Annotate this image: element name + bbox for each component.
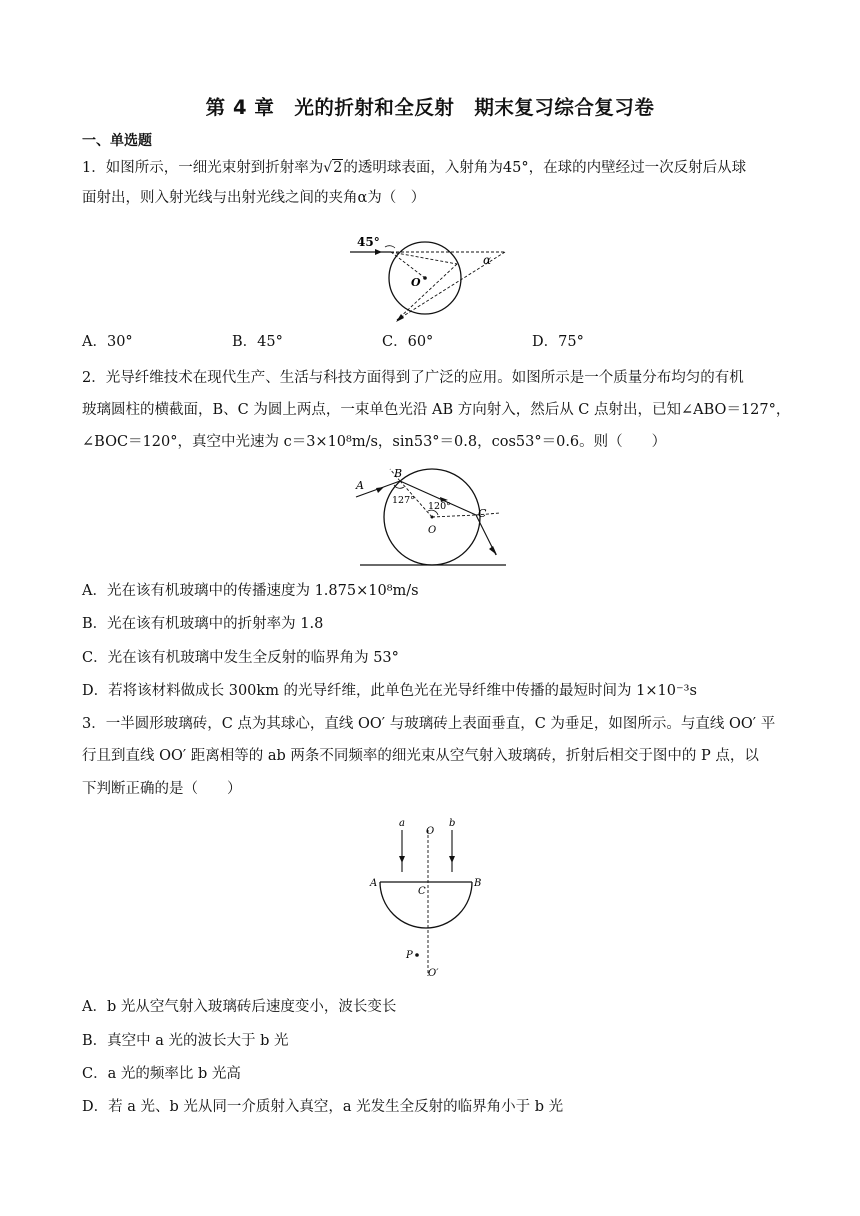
q3-stem-line1: 3．一半圆形玻璃砖，C 点为其球心，直线 OO′ 与玻璃砖上表面垂直，C 为垂足，如图所示。与直线 OO′ 平 — [82, 716, 776, 732]
q3-label-b-ray: b — [449, 818, 456, 829]
q3-option-c[interactable]: C．a 光的频率比 b 光高 — [82, 1066, 241, 1082]
q3-label-o-top: O — [426, 826, 435, 837]
q1-reflected-ray — [397, 264, 457, 320]
section-heading: 一、单选题 — [82, 133, 152, 149]
q3-point-p — [415, 953, 419, 957]
q3-label-p: P — [406, 950, 413, 961]
sqrt-symbol: √ — [323, 160, 333, 176]
q1-stem-part-a: 1．如图所示，一细光束射到折射率为 — [82, 160, 324, 176]
q1-refracted-ray — [391, 252, 457, 264]
q1-option-a[interactable]: A．30° — [82, 334, 133, 350]
q2-option-c[interactable]: C．光在该有机玻璃中发生全反射的临界角为 53° — [82, 650, 399, 666]
q3-stem-line2: 行且到直线 OO′ 距离相等的 ab 两条不同频率的细光束从空气射入玻璃砖，折射后相交于图中的 P 点，以 — [82, 748, 759, 764]
q2-stem-line1: 2．光导纤维技术在现代生产、生活与科技方面得到了广泛的应用。如图所示是一个质量分布均匀的有机 — [82, 370, 744, 386]
q2-label-b: B — [394, 467, 403, 480]
q1-stem-part-b: 的透明球表面，入射角为45°，在球的内壁经过一次反射后从球 — [343, 160, 747, 176]
q1-center-dot — [423, 276, 427, 280]
q3-ray-a-arrow — [399, 856, 405, 863]
q3-figure — [366, 816, 496, 981]
q2-option-a[interactable]: A．光在该有机玻璃中的传播速度为 1.875×10⁸m/s — [82, 583, 419, 599]
q3-option-d[interactable]: D．若 a 光、b 光从同一介质射入真空，a 光发生全反射的临界角小于 b 光 — [82, 1099, 564, 1115]
q2-stem-line2: 玻璃圆柱的横截面，B、C 为圆上两点，一束单色光沿 AB 方向射入，然后从 C 点射出，已知∠ABO＝127°， — [82, 402, 791, 418]
q1-center-label: O — [411, 276, 421, 289]
sqrt-value: 2 — [333, 160, 343, 176]
q1-stem-line2: 面射出，则入射光线与出射光线之间的夹角α为（ ） — [82, 190, 426, 206]
q2-label-a: A — [356, 479, 364, 492]
q1-angle-arc — [385, 246, 395, 248]
q3-label-a-corner: A — [370, 878, 378, 889]
q1-option-b[interactable]: B．45° — [232, 334, 283, 350]
q2-label-angle1: 127° — [392, 495, 415, 506]
q2-label-c: C — [478, 507, 487, 520]
q2-option-b[interactable]: B．光在该有机玻璃中的折射率为 1.8 — [82, 616, 324, 632]
q1-alpha-label: α — [483, 253, 492, 267]
q2-label-o: O — [428, 525, 437, 536]
q1-figure — [345, 230, 515, 326]
q1-emergent-arrow — [396, 314, 404, 322]
q2-stem-line3: ∠BOC＝120°，真空中光速为 c＝3×10⁸m/s，sin53°＝0.8，cos53°＝0.6。则（ ） — [82, 434, 667, 450]
q2-center-dot — [431, 516, 434, 519]
q1-option-c[interactable]: C．60° — [382, 334, 434, 350]
q3-label-a-ray: a — [399, 818, 405, 829]
q2-option-d[interactable]: D．若将该材料做成长 300km 的光导纤维，此单色光在光导纤维中传播的最短时间为 1×10⁻³s — [82, 683, 697, 699]
q3-ray-b-arrow — [449, 856, 455, 863]
q1-normal-dashed — [391, 252, 425, 278]
q2-ray-out-arrow — [489, 546, 497, 555]
q1-incident-arrow — [375, 249, 382, 255]
q3-glass-arc — [380, 882, 472, 928]
q3-option-b[interactable]: B．真空中 a 光的波长大于 b 光 — [82, 1033, 289, 1049]
q1-option-d[interactable]: D．75° — [532, 334, 584, 350]
q2-radius-oc — [432, 515, 476, 517]
q3-label-b-corner: B — [474, 878, 482, 889]
page-title: 第 4 章 光的折射和全反射 期末复习综合复习卷 — [205, 96, 655, 119]
q2-ray-ab-arrow — [376, 487, 384, 493]
q3-label-c: C — [418, 886, 426, 897]
q3-label-o-bottom: O′ — [428, 968, 439, 979]
q2-label-angle2: 120° — [428, 501, 451, 512]
q2-figure — [348, 463, 513, 573]
q3-option-a[interactable]: A．b 光从空气射入玻璃砖后速度变小，波长变长 — [82, 999, 397, 1015]
q1-stem-line1 — [82, 158, 746, 178]
q3-stem-line3: 下判断正确的是（ ） — [82, 781, 242, 797]
q1-angle-label: 45° — [357, 235, 380, 249]
